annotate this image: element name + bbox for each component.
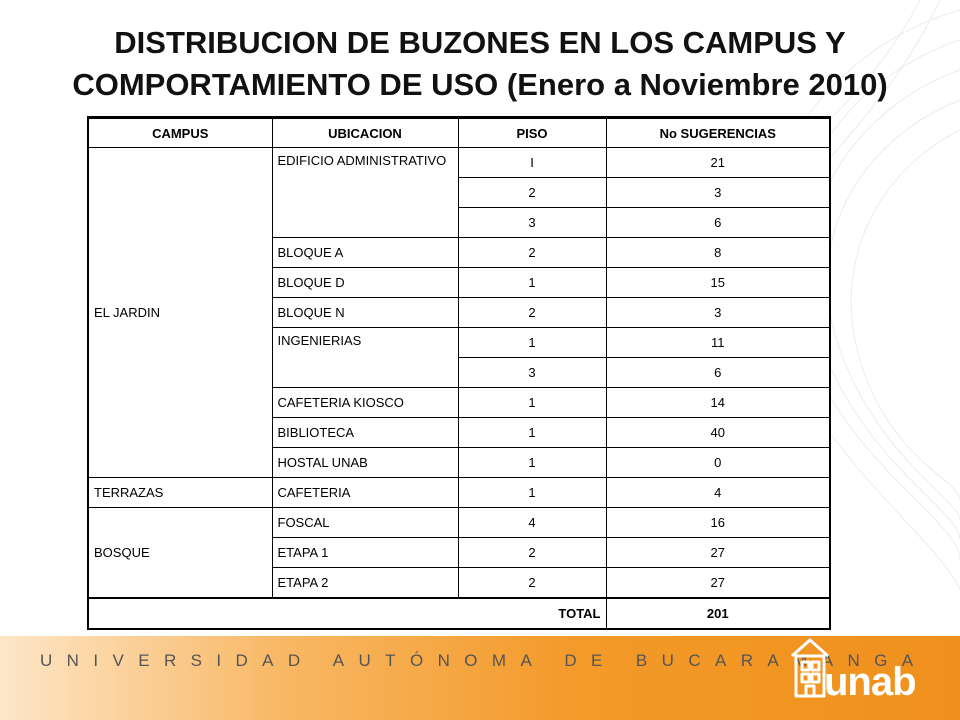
title-line-1: DISTRIBUCION DE BUZONES EN LOS CAMPUS Y <box>114 25 846 60</box>
header-campus: CAMPUS <box>89 119 272 148</box>
floor-cell: 2 <box>458 568 606 599</box>
university-name: UNIVERSIDAD AUTÓNOMA DE BUCARAMANGA <box>40 651 928 670</box>
floor-cell: 2 <box>458 238 606 268</box>
floor-cell: 1 <box>458 328 606 358</box>
table-row <box>89 508 829 538</box>
total-value: 201 <box>606 598 829 628</box>
campus-cell: BOSQUE <box>89 508 272 599</box>
page-title <box>20 22 940 106</box>
suggestions-cell: 8 <box>606 238 829 268</box>
floor-cell: 1 <box>458 448 606 478</box>
floor-cell: 3 <box>458 208 606 238</box>
suggestions-cell: 27 <box>606 568 829 599</box>
unab-logo-text: unab <box>824 660 916 704</box>
header-sugerencias: No SUGERENCIAS <box>606 119 829 148</box>
total-row <box>89 598 829 628</box>
suggestions-cell: 11 <box>606 328 829 358</box>
floor-cell: 1 <box>458 388 606 418</box>
suggestions-cell: 0 <box>606 448 829 478</box>
floor-cell: 3 <box>458 358 606 388</box>
title-line-2: COMPORTAMIENTO DE USO (Enero a Noviembre 2010) <box>72 67 888 102</box>
location-cell: BIBLIOTECA <box>272 418 458 448</box>
total-label: TOTAL <box>89 598 606 628</box>
suggestions-cell: 3 <box>606 178 829 208</box>
location-cell: BLOQUE A <box>272 238 458 268</box>
header-piso: PISO <box>458 119 606 148</box>
location-cell: FOSCAL <box>272 508 458 538</box>
suggestions-cell: 6 <box>606 358 829 388</box>
campus-cell: TERRAZAS <box>89 478 272 508</box>
location-cell: EDIFICIO ADMINISTRATIVO <box>272 148 458 238</box>
location-cell: ETAPA 1 <box>272 538 458 568</box>
location-cell: CAFETERIA <box>272 478 458 508</box>
location-cell: CAFETERIA KIOSCO <box>272 388 458 418</box>
floor-cell: 4 <box>458 508 606 538</box>
header-ubicacion: UBICACION <box>272 119 458 148</box>
suggestions-cell: 15 <box>606 268 829 298</box>
suggestions-cell: 27 <box>606 538 829 568</box>
location-cell: INGENIERIAS <box>272 328 458 388</box>
suggestions-table <box>87 116 831 630</box>
floor-cell: 1 <box>458 478 606 508</box>
campus-cell: EL JARDIN <box>89 148 272 478</box>
floor-cell: 1 <box>458 418 606 448</box>
location-cell: HOSTAL UNAB <box>272 448 458 478</box>
suggestions-cell: 4 <box>606 478 829 508</box>
suggestions-cell: 3 <box>606 298 829 328</box>
floor-cell: 2 <box>458 178 606 208</box>
table-row <box>89 478 829 508</box>
location-cell: ETAPA 2 <box>272 568 458 599</box>
suggestions-cell: 14 <box>606 388 829 418</box>
table-header-row <box>89 119 829 148</box>
floor-cell: I <box>458 148 606 178</box>
suggestions-cell: 21 <box>606 148 829 178</box>
suggestions-cell: 6 <box>606 208 829 238</box>
location-cell: BLOQUE N <box>272 298 458 328</box>
floor-cell: 2 <box>458 538 606 568</box>
floor-cell: 2 <box>458 298 606 328</box>
suggestions-cell: 40 <box>606 418 829 448</box>
floor-cell: 1 <box>458 268 606 298</box>
suggestions-cell: 16 <box>606 508 829 538</box>
table-row <box>89 148 829 178</box>
location-cell: BLOQUE D <box>272 268 458 298</box>
